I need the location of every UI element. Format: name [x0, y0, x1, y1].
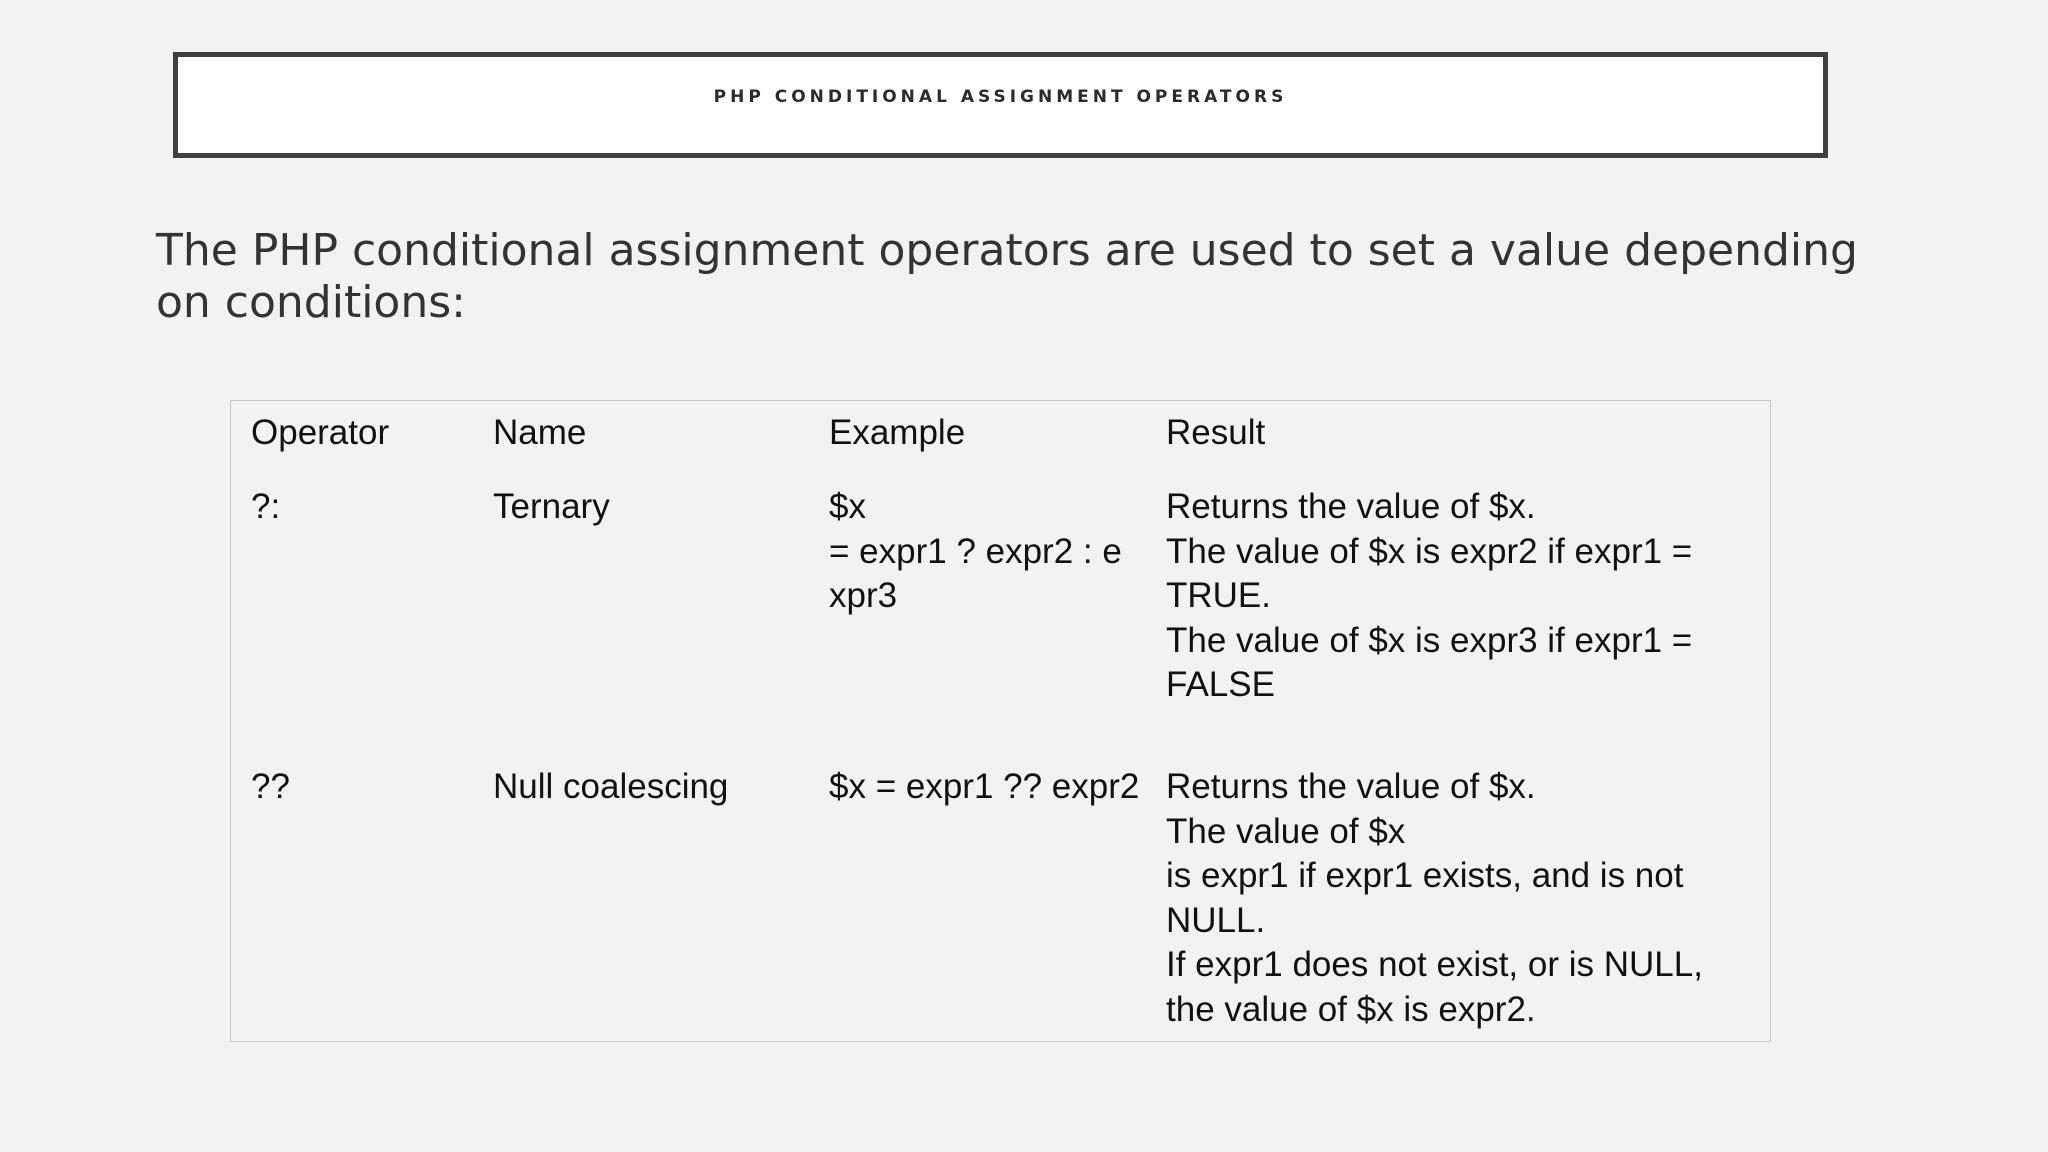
column-header-operator: Operator	[251, 413, 390, 452]
slide-title: PHP CONDITIONAL ASSIGNMENT OPERATORS	[713, 87, 1288, 107]
row-ternary-name: Ternary	[493, 487, 610, 526]
row-null-coalescing-name: Null coalescing	[493, 767, 729, 806]
row-null-coalescing-example: $x = expr1 ?? expr2	[829, 767, 1140, 806]
column-header-example: Example	[829, 413, 966, 452]
column-header-name: Name	[493, 413, 587, 452]
title-box	[173, 52, 1828, 158]
row-null-coalescing-operator: ??	[251, 767, 290, 806]
row-null-coalescing-result: Returns the value of $x. The value of $x is expr1 if expr1 exists, and is not NULL. If expr1 does not exist, or is NULL, the value of $x is expr2.	[1166, 767, 1703, 1029]
row-ternary-operator: ?:	[251, 487, 281, 526]
row-ternary-example: $x = expr1 ? expr2 : e xpr3	[829, 487, 1122, 615]
row-ternary-result: Returns the value of $x. The value of $x is expr2 if expr1 = TRUE. The value of $x is expr3 if expr1 = FALSE	[1166, 487, 1693, 704]
operators-table	[230, 400, 1771, 1042]
intro-text: The PHP conditional assignment operators are used to set a value depending on conditions:	[156, 225, 1858, 328]
column-header-result: Result	[1166, 413, 1266, 452]
